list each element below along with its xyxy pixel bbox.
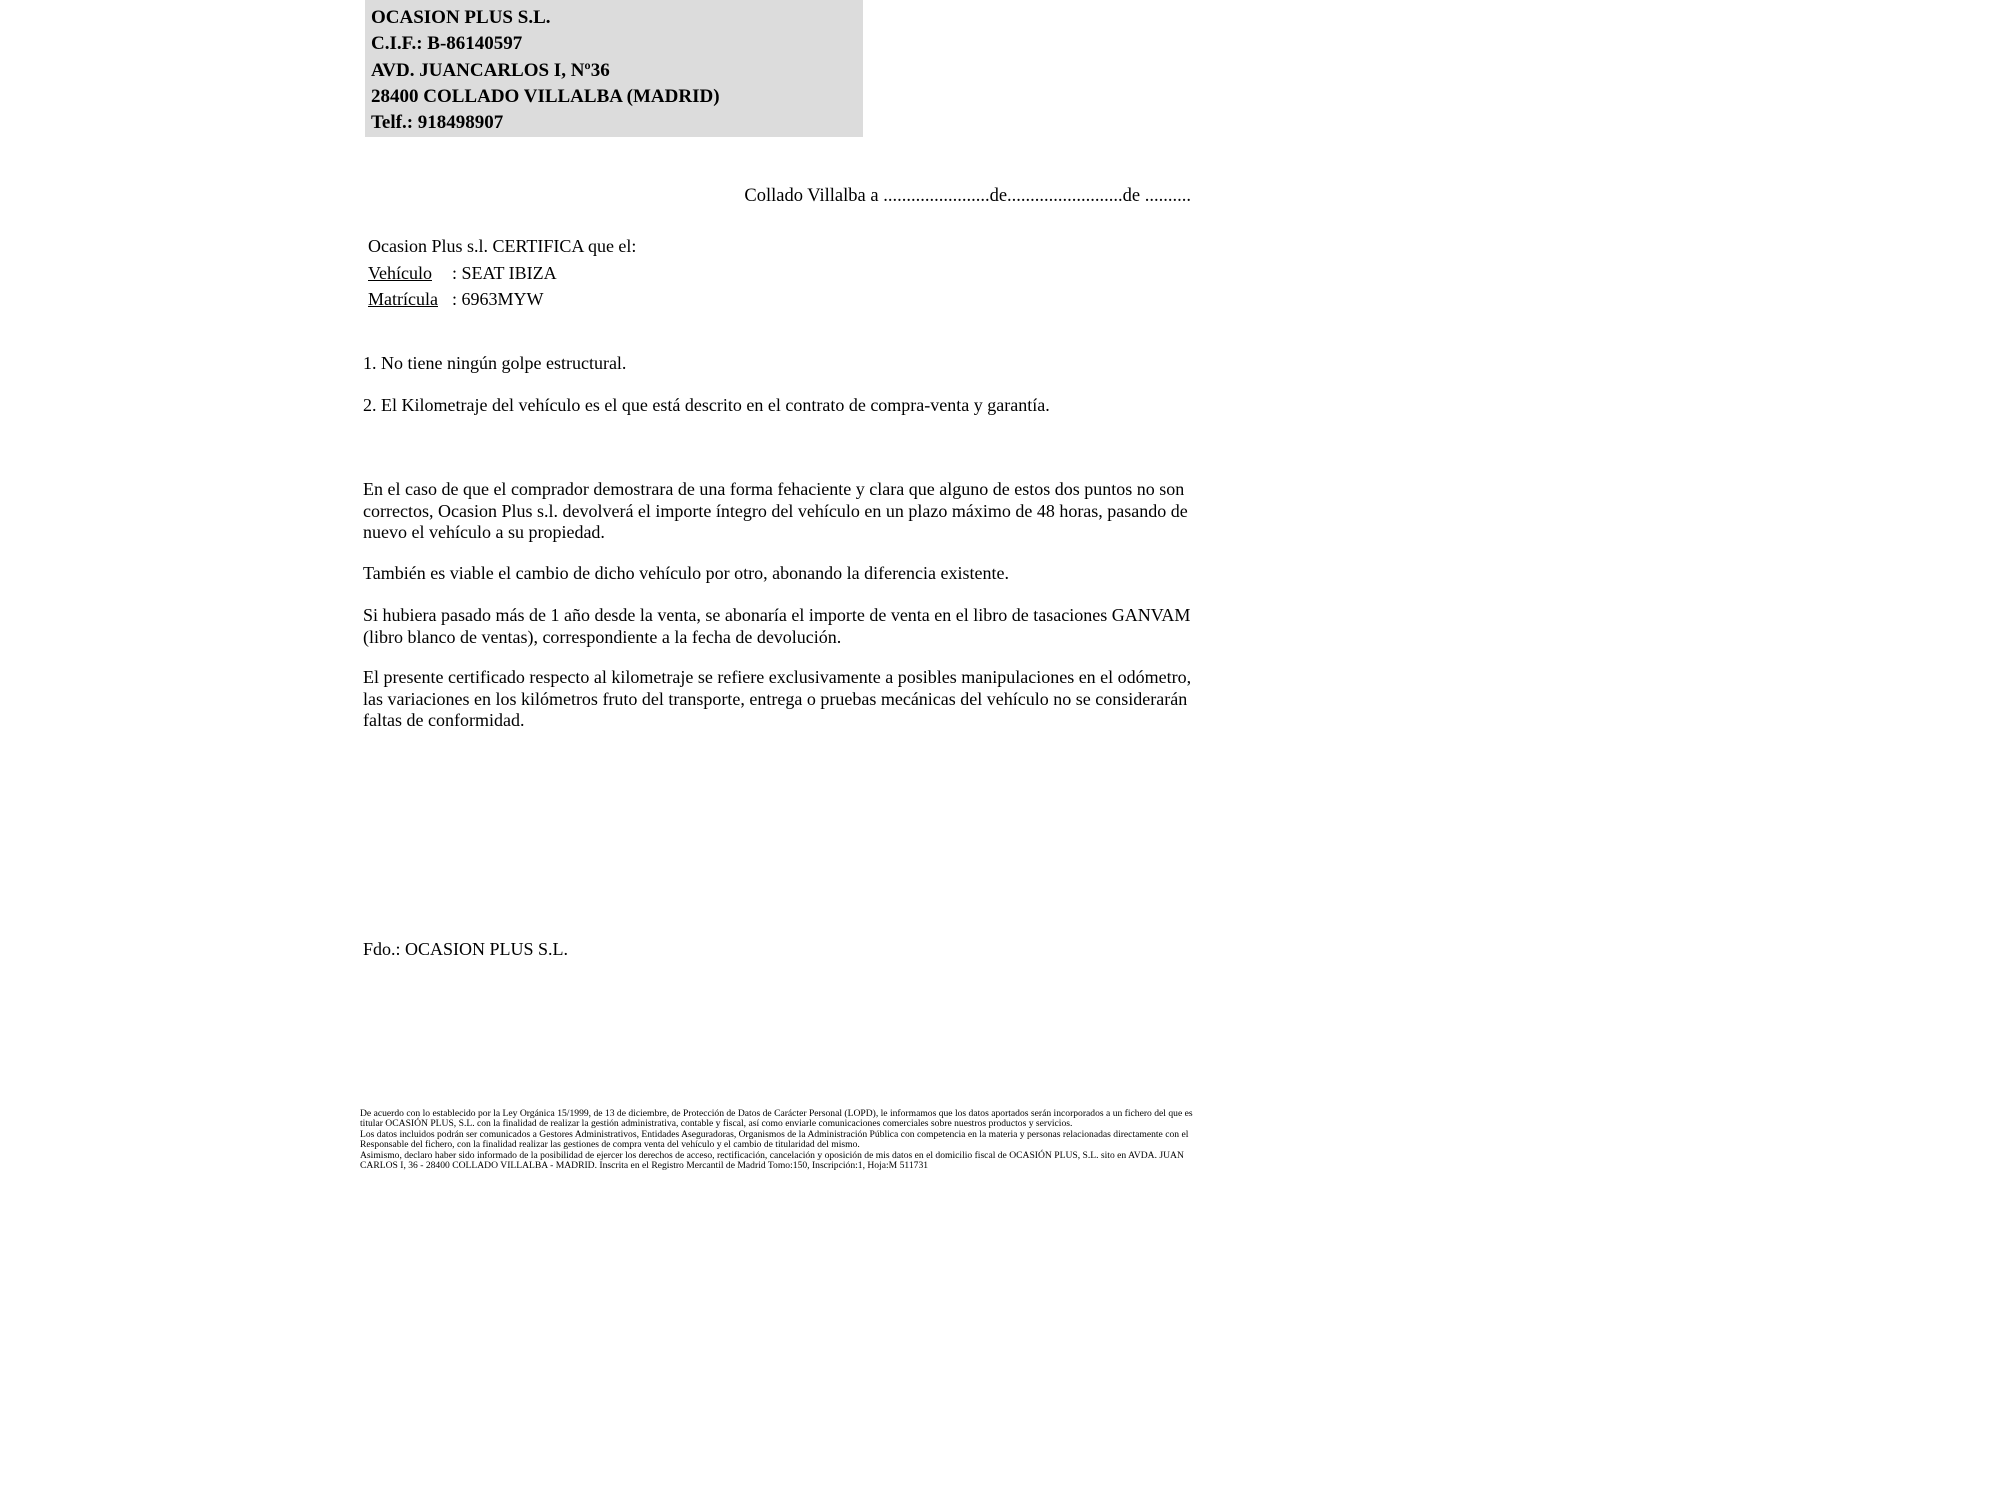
company-name: OCASION PLUS S.L.	[371, 7, 551, 28]
plate-label-wrap	[368, 286, 452, 313]
legal-paragraph-rights: Asimismo, declaro haber sido informado de la posibilidad de ejercer los derechos de acceso, rectificación, cancelación y oposición de mis datos en el domicilio fiscal de OCASIÓN PLUS, S.L. sito en AVDA. JUAN CARLOS I, 36 - 28400 COLLADO VILLALBA - MADRID. Inscrita en el Registro Mercantil de Madrid Tomo:150, Inscripción:1, Hoja:M 511731	[360, 1149, 1184, 1172]
company-city: 28400 COLLADO VILLALBA (MADRID)	[371, 85, 720, 107]
date-line: Collado Villalba a .......................de.........................de ..........	[744, 186, 1191, 206]
vehicle-value: : SEAT IBIZA	[452, 262, 557, 283]
vehicle-label-wrap	[368, 260, 452, 287]
legal-notice	[360, 1109, 1202, 1171]
paragraph-ganvam: Si hubiera pasado más de 1 año desde la venta, se abonaría el importe de venta en el libro de tasaciones GANVAM (libro blanco de ventas), correspondiente a la fecha de devolución.	[363, 605, 1191, 647]
plate-label: Matrícula	[368, 289, 438, 309]
point-2: 2. El Kilometraje del vehículo es el que está descrito en el contrato de compra-venta y garantía.	[363, 395, 1050, 415]
paragraph-exchange: También es viable el cambio de dicho vehículo por otro, abonando la diferencia existente.	[363, 563, 1010, 583]
company-phone: Telf.: 918498907	[371, 112, 504, 134]
company-header-box	[365, 0, 863, 137]
company-address: AVD. JUANCARLOS I, Nº36	[371, 59, 610, 81]
legal-paragraph-lopd: De acuerdo con lo establecido por la Ley Orgánica 15/1999, de 13 de diciembre, de Protección de Datos de Carácter Personal (LOPD), le informamos que los datos aportados serán incorporados a un fichero del que es titular OCASIÓN PLUS, S.L. con la finalidad de realizar la gestión administrativa, contable y fiscal, así como enviarle comunicaciones comerciales sobre nuestros productos y servicios.	[360, 1108, 1193, 1130]
vehicle-row	[368, 260, 636, 287]
paragraph-refund: En el caso de que el comprador demostrara de una forma fehaciente y clara que alguno de estos dos puntos no son correctos, Ocasion Plus s.l. devolverá el importe íntegro del vehículo en un plazo máximo de 48 horas, pasando de nuevo el vehículo a su propiedad.	[363, 479, 1188, 542]
point-1: 1. No tiene ningún golpe estructural.	[363, 353, 627, 373]
company-cif: C.I.F.: B-86140597	[371, 33, 523, 55]
signature-line: Fdo.: OCASION PLUS S.L.	[363, 939, 569, 959]
plate-row	[368, 286, 636, 313]
paragraph-odometer: El presente certificado respecto al kilometraje se refiere exclusivamente a posibles manipulaciones en el odómetro, las variaciones en los kilómetros fruto del transporte, entrega o pruebas mecánicas del vehículo no se considerarán faltas de conformidad.	[363, 667, 1192, 730]
certify-intro: Ocasion Plus s.l. CERTIFICA que el:	[368, 236, 637, 256]
certify-block	[368, 233, 636, 313]
legal-paragraph-data-sharing: Los datos incluidos podrán ser comunicados a Gestores Administrativos, Entidades Aseguradoras, Organismos de la Administración Pública con competencia en la materia y personas relacionadas directamente con el Responsable del fichero, con la finalidad realizar las gestiones de compra venta del vehículo y el cambio de titularidad del mismo.	[360, 1128, 1189, 1151]
vehicle-label: Vehículo	[368, 262, 432, 283]
plate-value: : 6963MYW	[452, 289, 544, 309]
